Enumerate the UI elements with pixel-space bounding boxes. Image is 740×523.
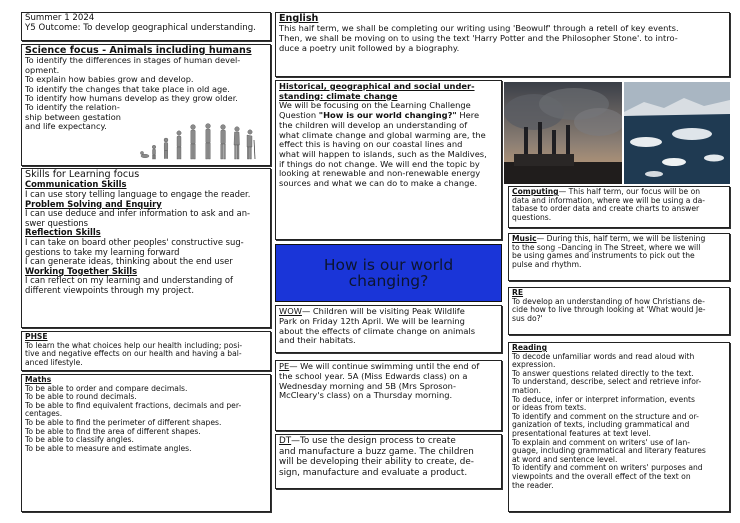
computing-line: data and information, where we will be using a da-	[512, 195, 705, 205]
human-growth-figures-image	[138, 120, 258, 160]
climate-line: the children will develop an understanding of	[279, 119, 468, 130]
science-line: To identify the relation-	[25, 102, 120, 113]
maths-title: Maths	[25, 375, 52, 384]
english-line: Then, we shall be moving on to using the text 'Harry Potter and the Philosopher Stone'. to intro-	[279, 33, 678, 44]
working-together-heading: Working Together Skills	[25, 265, 138, 276]
pe-line: Wednesday morning and 5B (Mrs Sproson-	[279, 380, 456, 391]
climate-line: looking at renewable and non-renewable energy	[279, 168, 481, 179]
figure-baby	[140, 151, 149, 157]
reading-line: or ideas from texts.	[512, 403, 587, 413]
climate-title-2: standing: climate change	[279, 90, 398, 101]
dt-title: DT	[279, 436, 292, 446]
re-line: To develop an understanding of how Christians de-	[512, 296, 705, 306]
computing-line: — This half term, our focus will be on	[558, 187, 701, 196]
maths-line: To be able to find equivalent fractions, decimals and per-	[25, 400, 242, 410]
pe-line: — We will continue swimming until the end of	[289, 361, 480, 371]
science-line: ship between gestation	[25, 111, 121, 122]
skills-box	[21, 168, 271, 328]
science-line: and life expectancy.	[25, 121, 107, 132]
re-box	[508, 287, 730, 335]
reading-line: ganization of texts, including grammatical and	[512, 420, 690, 430]
climate-line: what climate change and global warming are, the	[279, 129, 486, 140]
english-box	[275, 12, 730, 77]
maths-line: To be able to find the perimeter of different shapes.	[25, 417, 222, 427]
english-line: duce a poetry unit followed by a biography.	[279, 43, 460, 53]
reading-line: viewpoints and the overall effect of the text on	[512, 471, 691, 481]
dt-line-1	[279, 436, 498, 447]
maths-box	[21, 374, 271, 512]
reading-line: To understand, describe, select and retrieve infor-	[512, 377, 702, 387]
reading-line: To explain and comment on writers' use of lan-	[512, 437, 690, 447]
music-title: Music	[512, 234, 537, 243]
reading-line: To deduce, infer or interpret information, events	[512, 394, 695, 404]
term-label: Summer 1 2024	[25, 13, 95, 23]
reading-box	[508, 342, 730, 512]
maths-line: To be able to find the area of different shapes.	[25, 426, 201, 436]
science-line: opment.	[25, 64, 60, 75]
wow-title: WOW	[279, 306, 302, 316]
power-station-photo	[504, 82, 622, 184]
climate-line: effect this is having on our coastal lines and	[279, 139, 463, 150]
dt-line: —To use the design process to create	[291, 436, 456, 446]
phse-box	[21, 331, 271, 371]
music-line: to the song –Dancing in The Street, where we will	[512, 242, 701, 252]
climate-change-box	[275, 80, 502, 240]
skills-line: gestions to take my learning forward	[25, 246, 180, 257]
music-box	[508, 233, 730, 281]
climate-line: We will be focusing on the Learning Challenge	[279, 100, 471, 111]
climate-title-1: Historical, geographical and social under-	[279, 81, 475, 91]
problem-solving-heading: Problem Solving and Enquiry	[25, 198, 162, 209]
dt-line: and manufacture a buzz game. The children	[279, 446, 474, 457]
english-title: English	[279, 13, 319, 24]
science-line: To identify the differences in stages of human devel-	[25, 55, 241, 66]
figure-adult	[206, 124, 211, 159]
skills-line: different viewpoints through my project.	[25, 284, 194, 295]
science-title: Science focus - Animals including humans	[25, 45, 252, 56]
reading-line: To identify and comment on the structure and or-	[512, 411, 699, 421]
dt-line: will be developing their ability to create, de-	[279, 457, 474, 468]
pe-box	[275, 360, 502, 431]
figure-middle-aged	[221, 125, 226, 159]
wow-line: and their habitats.	[279, 335, 356, 346]
reading-line: To identify and comment on writers' purposes and	[512, 463, 703, 473]
climate-line: if things do not change. We will end the topic by	[279, 158, 480, 169]
dt-box	[275, 434, 502, 489]
figure-child	[164, 138, 168, 159]
reading-line: guage, including grammatical and literary features	[512, 446, 706, 456]
skills-line: I can reflect on my learning and understanding of	[25, 275, 233, 286]
computing-line: tabase to order data and create charts to answer	[512, 204, 700, 214]
outcome-label: Y5 Outcome: To develop geographical understanding.	[25, 22, 256, 33]
maths-line: To be able to round decimals.	[25, 392, 137, 402]
communication-heading: Communication Skills	[25, 179, 127, 190]
big-question-text: How is our world changing?	[323, 256, 454, 290]
reading-line: presentational features at text level.	[512, 428, 651, 438]
maths-line: To be able to classify angles.	[25, 435, 134, 445]
re-title: RE	[512, 288, 524, 297]
skills-line: I can take on board other peoples' constructive sug-	[25, 236, 244, 247]
reading-title: Reading	[512, 343, 548, 352]
maths-line: To be able to order and compare decimals.	[25, 383, 188, 393]
wow-line: Park on Friday 12th April. We will be learning	[279, 315, 465, 326]
skills-line: I can use deduce and infer information to ask and an-	[25, 208, 251, 219]
reading-line: To answer questions related directly to the text.	[512, 368, 694, 378]
phse-title: PHSE	[25, 332, 48, 341]
climate-line: sources and what we can do to make a change.	[279, 178, 478, 189]
computing-title: Computing	[512, 187, 559, 196]
pe-line: McCleary's class) on a Thursday morning.	[279, 390, 453, 401]
melting-ice-photo	[624, 82, 730, 184]
pe-line: the school year. 5A (Miss Edwards class) on a	[279, 370, 468, 381]
reading-line: at word and sentence level.	[512, 454, 618, 464]
wow-box	[275, 305, 502, 353]
figure-elderly	[247, 130, 255, 159]
reading-line: To decode unfamiliar words and read aloud with	[512, 351, 695, 361]
dt-line: sign, manufacture and evaluate a product.	[279, 467, 468, 478]
english-line: This half term, we shall be completing our writing using 'Beowulf' through a retell of key events.	[279, 23, 679, 34]
skills-line: I can use story telling language to engage the reader.	[25, 189, 251, 199]
re-line: sus do?'	[512, 313, 543, 323]
computing-line: questions.	[512, 212, 552, 222]
learning-challenge-question: "How is our world changing?"	[318, 110, 457, 121]
wow-line: about the effects of climate change on animals	[279, 325, 476, 336]
figure-toddler	[152, 145, 156, 159]
header-box	[21, 12, 271, 41]
phse-line: To learn the what choices help our health including; posi-	[25, 340, 243, 350]
reflection-heading: Reflection Skills	[25, 227, 101, 238]
reading-line: mation.	[512, 385, 542, 395]
skills-line: swer questions	[25, 217, 89, 228]
figure-teen	[177, 131, 181, 159]
big-question-banner	[275, 244, 502, 302]
reading-line: the reader.	[512, 480, 554, 490]
skills-line: I can generate ideas, thinking about the end user	[25, 256, 233, 267]
science-line: To explain how babies grow and develop.	[25, 74, 194, 85]
climate-question-prefix: Question	[279, 110, 319, 121]
re-line: cide how to live through looking at 'What would Je-	[512, 305, 706, 315]
music-line: — During this, half term, we will be listening	[536, 234, 706, 243]
maths-line: centages.	[25, 409, 63, 419]
maths-line: To be able to measure and estimate angles.	[25, 443, 192, 453]
figure-older	[234, 127, 240, 159]
computing-box	[508, 186, 730, 228]
phse-line: tive and negative effects on our health and having a bal-	[25, 349, 242, 359]
science-line: To identify the changes that take place in old age.	[25, 83, 230, 94]
figure-young-adult	[191, 125, 196, 159]
pe-title: PE	[279, 361, 290, 371]
science-line: To identify how humans develop as they grow older.	[25, 93, 238, 104]
skills-title: Skills for Learning focus	[25, 169, 140, 180]
music-line: pulse and rhythm.	[512, 259, 582, 269]
reading-line: expression.	[512, 360, 556, 370]
music-line: be using games and instruments to pick out the	[512, 251, 695, 261]
climate-question-suffix: Here	[456, 110, 480, 121]
wow-line: — Children will be visiting Peak Wildlife	[301, 306, 465, 316]
phse-line: anced lifestyle.	[25, 357, 83, 367]
climate-line: what will happen to islands, such as the Maldives,	[279, 148, 487, 159]
